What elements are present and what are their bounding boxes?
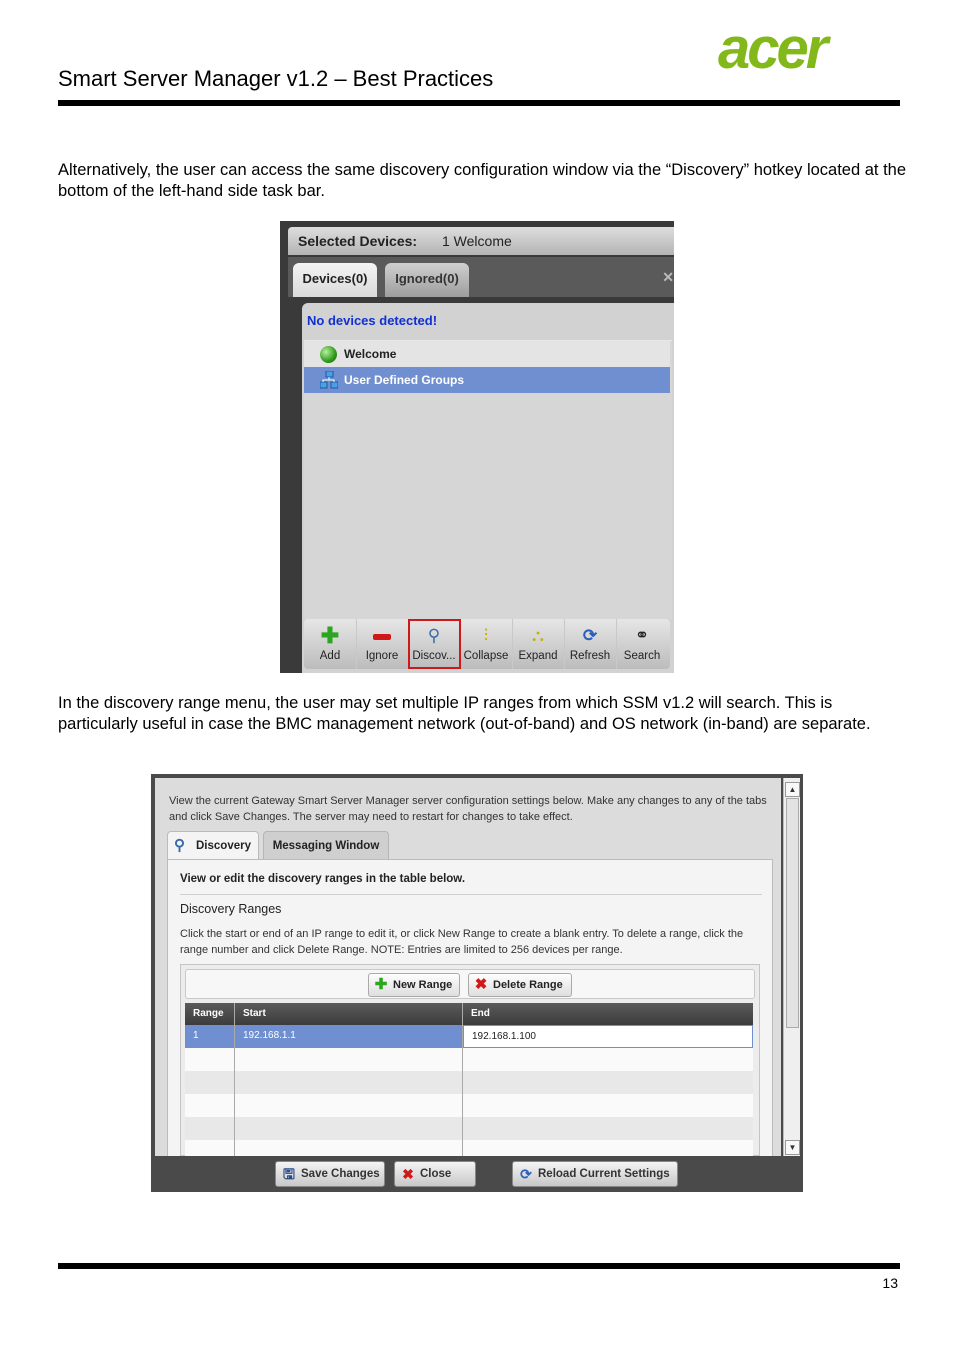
save-icon: 🖫 [283, 1166, 295, 1182]
table-row[interactable] [185, 1117, 753, 1140]
magnifier-icon: ⚲ [174, 837, 185, 854]
tab-discovery[interactable] [167, 831, 259, 861]
discovery-ranges-title: Discovery Ranges [180, 902, 282, 916]
no-devices-message: No devices detected! [307, 313, 438, 328]
expand-label: Expand [518, 650, 558, 662]
magnifier-icon: ⚲ [427, 626, 441, 645]
close-label: Close [420, 1168, 452, 1180]
table-row[interactable] [185, 1025, 753, 1048]
selected-devices-label: Selected Devices: [298, 233, 418, 249]
plus-icon: ✚ [374, 976, 388, 993]
collapse-label: Collapse [463, 650, 509, 662]
refresh-icon: ⟳ [520, 1166, 532, 1182]
add-label: Add [319, 650, 341, 662]
logo-text: acer [718, 26, 826, 74]
page-number: 13 [882, 1275, 898, 1291]
table-header [185, 1003, 753, 1025]
device-tree [304, 340, 672, 619]
scroll-up-icon[interactable]: ▲ [785, 782, 800, 797]
ignore-label: Ignore [365, 650, 399, 662]
discovery-button[interactable] [408, 619, 461, 669]
device-toolbar [304, 619, 670, 669]
start-cell[interactable]: 192.168.1.1 [235, 1025, 463, 1048]
tab-ignored[interactable]: Ignored(0) [385, 263, 469, 297]
discovery-tab-content [167, 859, 773, 1157]
new-range-label: New Range [393, 979, 453, 991]
group-icon [320, 371, 338, 389]
delete-x-icon: ✖ [474, 976, 488, 993]
refresh-button[interactable] [564, 619, 617, 669]
selected-devices-value: 1 Welcome [442, 233, 512, 249]
discovery-label: Discov... [412, 650, 456, 662]
header-rule [58, 100, 900, 106]
column-header-end[interactable]: End [471, 1008, 490, 1019]
footer-rule [58, 1263, 900, 1269]
table-row[interactable] [185, 1071, 753, 1094]
tab-messaging-window[interactable]: Messaging Window [263, 831, 389, 861]
discovery-ranges-table [185, 1003, 753, 1163]
binoculars-icon: ⚭ [634, 626, 650, 645]
tree-item-label: User Defined Groups [344, 373, 465, 387]
collapse-button[interactable] [460, 619, 513, 669]
device-panel-screenshot [280, 221, 674, 673]
scroll-thumb[interactable] [786, 798, 799, 1028]
minus-icon [372, 626, 392, 646]
expand-button[interactable] [512, 619, 565, 669]
device-tabs [288, 257, 674, 297]
tree-item-user-defined-groups[interactable] [304, 367, 670, 393]
refresh-icon: ⟳ [582, 626, 598, 645]
ignore-button[interactable] [356, 619, 409, 669]
refresh-label: Refresh [569, 650, 611, 662]
new-range-button[interactable] [368, 973, 460, 997]
vertical-scrollbar[interactable] [783, 778, 800, 1156]
table-row[interactable] [185, 1094, 753, 1117]
delete-range-button[interactable] [468, 973, 572, 997]
plus-icon: ✚ [320, 623, 340, 648]
collapse-icon: ⫶ [483, 626, 489, 645]
add-button[interactable] [304, 619, 357, 669]
section-divider [180, 894, 762, 895]
selected-devices-bar [288, 227, 674, 255]
close-x-icon: ✖ [402, 1166, 414, 1182]
close-button[interactable] [394, 1161, 476, 1187]
config-intro-text: View the current Gateway Smart Server Manager server configuration settings below. Make any changes to any of the tabs and click Save Changes. The server may need to restart for changes to take effect. [169, 795, 767, 823]
tab-discovery-label: Discovery [196, 840, 251, 852]
delete-range-label: Delete Range [493, 979, 563, 991]
expand-icon: ⛬ [532, 626, 544, 645]
column-header-range[interactable]: Range [185, 1003, 235, 1025]
discovery-range-paragraph: In the discovery range menu, the user may set multiple IP ranges from which SSM v1.2 will search. This is particularly useful in case the BMC management network (out-of-band) and OS network (in-band) are separate. [58, 694, 871, 733]
end-cell-editor[interactable]: 192.168.1.100 [463, 1025, 753, 1048]
table-row[interactable] [185, 1048, 753, 1071]
config-footer-bar [151, 1156, 803, 1192]
search-label: Search [623, 650, 661, 662]
discovery-heading: View or edit the discovery ranges in the table below. [180, 873, 466, 885]
search-button[interactable] [616, 619, 668, 669]
range-button-bar [185, 969, 755, 999]
server-config-screenshot [151, 774, 803, 1192]
acer-logo [718, 26, 898, 74]
save-changes-button[interactable] [275, 1161, 385, 1187]
range-cell[interactable]: 1 [185, 1025, 235, 1048]
tab-devices[interactable]: Devices(0) [293, 263, 377, 297]
close-icon[interactable]: ✕ [662, 269, 674, 285]
config-panel [155, 778, 781, 1156]
tree-item-label: Welcome [344, 347, 397, 361]
device-list-panel [302, 303, 674, 673]
tree-item-welcome[interactable] [304, 341, 670, 367]
document-title: Smart Server Manager v1.2 – Best Practices [58, 66, 494, 91]
discovery-ranges-box [180, 964, 760, 1156]
column-header-start[interactable]: Start [235, 1003, 463, 1025]
save-changes-label: Save Changes [301, 1168, 380, 1180]
reload-settings-button[interactable] [512, 1161, 678, 1187]
discovery-help-text: Click the start or end of an IP range to edit it, or click New Range to create a blank entry. To delete a range, click the range number and click Delete Range. NOTE: Entries are limited to 256 devices per range. [180, 928, 744, 956]
intro-paragraph: Alternatively, the user can access the same discovery configuration window via the “Discovery” hotkey located at the bottom of the left-hand side task bar. [58, 161, 907, 200]
scroll-down-icon[interactable]: ▼ [785, 1140, 800, 1155]
reload-settings-label: Reload Current Settings [538, 1168, 670, 1180]
globe-icon [320, 346, 337, 363]
